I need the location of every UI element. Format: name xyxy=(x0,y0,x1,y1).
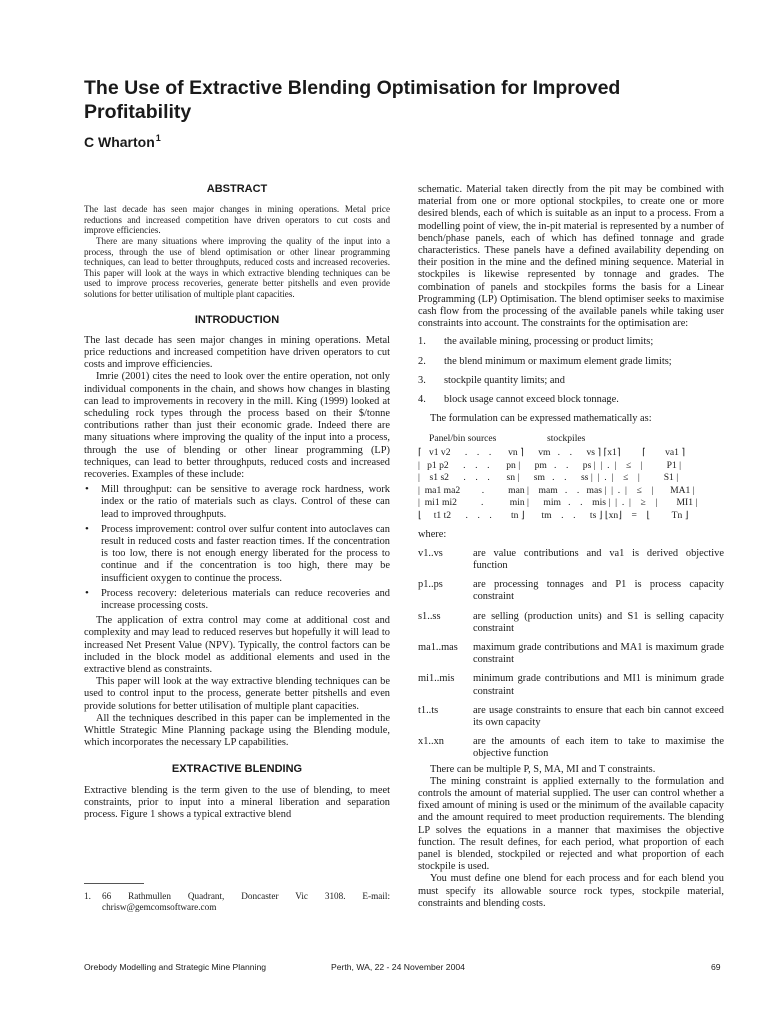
right-column xyxy=(418,184,724,910)
definition-row xyxy=(418,642,724,666)
definition-row xyxy=(418,611,724,635)
extractive-paragraph: Extractive blending is the term given to the use of blending, to meet constraints, prior to input into a mineral liberation and separation process. Figure 1 shows a typical extractive blend xyxy=(84,784,390,821)
bullet-icon: • xyxy=(85,483,89,496)
definition-text: are usage constraints to ensure that each bin cannot exceed its own capacity xyxy=(473,704,724,729)
paper-title: The Use of Extractive Blending Optimisation for Improved Profitability xyxy=(84,77,621,123)
author-name xyxy=(84,133,161,150)
page-number: 69 xyxy=(711,962,721,972)
definition-text: minimum grade contributions and MI1 is minimum grade constraint xyxy=(473,673,724,697)
intro-paragraph: Imrie (2001) cites the need to look over the entire operation, not only individual components in the chain, and shows how changes in blasting can lead to improvements in recovery in the mill. King (1999) looked at scheduling rock types through the process based on their $/tonne contributions rather than just their economic grade. Indeed there are many situations where improving the quality of the input into a process, through the use of blending or other linear programming (LP) techniques, can lead to better throughputs, reduced costs and increased recoveries. Examples of these include: xyxy=(84,371,390,480)
matrix-row xyxy=(418,460,724,473)
footnote-number: 1. xyxy=(84,891,91,901)
constraint-list-item xyxy=(418,394,724,406)
right-paragraph: schematic. Material taken directly from the pit may be combined with material from one or more optional stockpiles, to create one or more desired blends, each of which is suitable as an input to a process. From a modelling point of view, the in-pit material is represented by a number of bench/phase panels, each of which has defined tonnage and grade characteristics. These panels have a defined availability depending on their position in the mine and the defined mining sequence. Material in stockpiles is likewise represented by tonnage and grades. The combination of panels and stockpiles forms the basis for a Linear Programming (LP) Optimisation. The blend optimiser seeks to maximise cash flow from the processing of the available panels while taking user constraints into account. The constraints for the optimisation are: xyxy=(418,184,724,330)
definition-term: p1..ps xyxy=(418,579,443,591)
abstract-body xyxy=(84,204,390,299)
intro-paragraph: The application of extra control may come at additional cost and complexity and may lead to reduced reserves but hopefully it will lead to increased Net Present Value (NPV). Typically, the control factors can be included in the block model as additional elements and used in the extractive blend as constraints. xyxy=(84,615,390,676)
matrix-row-text: | p1 p2 . . . pn | pm . . ps | | . | ≤ | P1 | xyxy=(418,459,682,471)
list-text: stockpile quantity limits; and xyxy=(444,374,565,386)
matrix-row-text: ⌊ t1 t2 . . . tn ⌋ tm . . ts ⌋ ⌊xn⌋ = ⌊ Tn ⌋ xyxy=(418,510,689,522)
matrix-header-label: Panel/bin sources xyxy=(429,433,497,445)
abstract-paragraph: The last decade has seen major changes in mining operations. Metal price reductions and increased competition have driven operators to cut costs and improve efficiencies. xyxy=(84,204,390,236)
definition-row xyxy=(418,579,724,603)
right-paragraph: The mining constraint is applied externally to the formulation and controls the amount of material supplied. The user can control whether a fixed amount of mining is used or the minimum of the available capacity and the amount required to meet production requirements. The blending LP solves the equations in a manner that maximises the objective function. The result defines, for each period, what proportion of each panel is blended, stockpiled or rejected and what proportion of each stockpile is used. xyxy=(418,775,724,873)
right-paragraph: The formulation can be expressed mathematically as: xyxy=(430,413,652,425)
definition-row xyxy=(418,548,724,572)
right-paragraph: You must define one blend for each process and for each blend you must specify its allowable source rock types, stockpile material, constraints and blending costs. xyxy=(418,873,724,909)
list-text: the blend minimum or maximum element grade limits; xyxy=(444,355,672,367)
definition-term: v1..vs xyxy=(418,547,443,559)
constraint-list-item xyxy=(418,336,724,348)
matrix-row-text: | s1 s2 . . . sn | sm . . ss | | . | ≤ | S1 | xyxy=(418,472,679,484)
intro-paragraph: This paper will look at the way extractive blending techniques can be used to control input to the process, generate better pitshells and even provide solutions for better utilisation of multiple plant capacities. xyxy=(84,676,390,712)
definition-term: x1..xn xyxy=(418,736,444,748)
author-footnote-marker: 1 xyxy=(155,133,161,143)
extractive-blending-heading: EXTRACTIVE BLENDING xyxy=(171,763,303,776)
bullet-icon: • xyxy=(85,586,89,599)
list-text: the available mining, processing or product limits; xyxy=(444,336,654,348)
footnote xyxy=(84,891,390,913)
matrix-row xyxy=(418,472,724,485)
bullet-item xyxy=(84,484,390,521)
list-number: 2. xyxy=(418,355,426,367)
formulation-matrix xyxy=(418,433,724,522)
definition-term: ma1..mas xyxy=(418,642,458,654)
introduction-heading: INTRODUCTION xyxy=(194,313,280,326)
definition-text: are the amounts of each item to take to maximise the objective function xyxy=(473,736,724,760)
right-paragraph: There can be multiple P, S, MA, MI and T constraints. xyxy=(430,763,656,775)
bullet-item xyxy=(84,588,390,612)
definition-term: s1..ss xyxy=(418,610,441,622)
definition-term: mi1..mis xyxy=(418,673,455,685)
matrix-row-text: | mi1 mi2 . min | mim . . mis | | . | ≥ | MI1 | xyxy=(418,497,698,509)
constraint-list-item xyxy=(418,375,724,387)
definition-row xyxy=(418,736,724,760)
definition-row xyxy=(418,705,724,729)
bullet-item xyxy=(84,524,390,585)
matrix-header-label: stockpiles xyxy=(547,433,586,445)
definition-row xyxy=(418,673,724,697)
matrix-header xyxy=(429,433,724,446)
matrix-row-text: ⌈ v1 v2 . . . vn ⌉ vm . . vs ⌉ ⌈x1⌉ ⌈ va1 ⌉ xyxy=(418,447,686,459)
list-number: 4. xyxy=(418,394,426,406)
intro-paragraph: The last decade has seen major changes in mining operations. Metal price reductions and increased competition have driven operators to cut costs and improve efficiencies. xyxy=(84,334,390,371)
bullet-icon: • xyxy=(85,522,89,535)
intro-paragraph: All the techniques described in this paper can be implemented in the Whittle Strategic Mine Planning package using the Blending module, which incorporates the necessary LP capabilities. xyxy=(84,712,390,749)
bullet-text: Process improvement: control over sulfur content into autoclaves can result in reduced costs and faster reaction times. If the concentration is too low, there is not enough energy liberated for the process to continue and if the concentration is too high, there may be insufficient oxygen to continue the process. xyxy=(101,523,390,584)
constraint-list-item xyxy=(418,356,724,368)
definition-text: are value contributions and va1 is derived objective function xyxy=(473,547,724,572)
abstract-heading: ABSTRACT xyxy=(206,183,268,195)
author-name-text: C Wharton xyxy=(84,134,155,150)
matrix-row-text: | ma1 ma2 . man | mam . . mas | | . | ≤ | MA1 | xyxy=(418,484,695,496)
matrix-row xyxy=(418,510,724,523)
definition-text: are processing tonnages and P1 is process capacity constraint xyxy=(473,579,724,603)
definition-term: t1..ts xyxy=(418,704,439,716)
left-column xyxy=(84,183,390,821)
list-number: 1. xyxy=(418,336,426,348)
matrix-row xyxy=(418,497,724,510)
matrix-row xyxy=(418,485,724,498)
bullet-text: Process recovery: deleterious materials can reduce recoveries and increase processing costs. xyxy=(101,587,390,612)
where-label: where: xyxy=(418,528,447,540)
matrix-row xyxy=(418,447,724,460)
footnote-text: 66 Rathmullen Quadrant, Doncaster Vic 3108. E-mail: chrisw@gemcomsoftware.com xyxy=(102,891,390,912)
definition-text: maximum grade contributions and MA1 is maximum grade constraint xyxy=(473,642,724,666)
footer-location-date: Perth, WA, 22 - 24 November 2004 xyxy=(331,962,465,972)
footer-publication: Orebody Modelling and Strategic Mine Planning xyxy=(84,962,267,972)
list-number: 3. xyxy=(418,374,426,386)
bullet-text: Mill throughput: can be sensitive to average rock hardness, work index or the ratio of materials such as clays. Control of these can lead to improved throughputs. xyxy=(101,484,390,520)
footnote-divider xyxy=(84,883,144,884)
definition-text: are selling (production units) and S1 is selling capacity constraint xyxy=(473,610,724,634)
list-text: block usage cannot exceed block tonnage. xyxy=(444,394,619,406)
abstract-paragraph: There are many situations where improving the quality of the input into a process, through the use of blend optimisation or other linear programming techniques, can lead to better throughputs, reduced costs and increased recoveries. This paper will look at the ways in which extractive blending techniques can be used to improve process recoveries, generate better pitshells and even provide solutions for better utilisation of multiple plant capacities. xyxy=(84,235,390,299)
